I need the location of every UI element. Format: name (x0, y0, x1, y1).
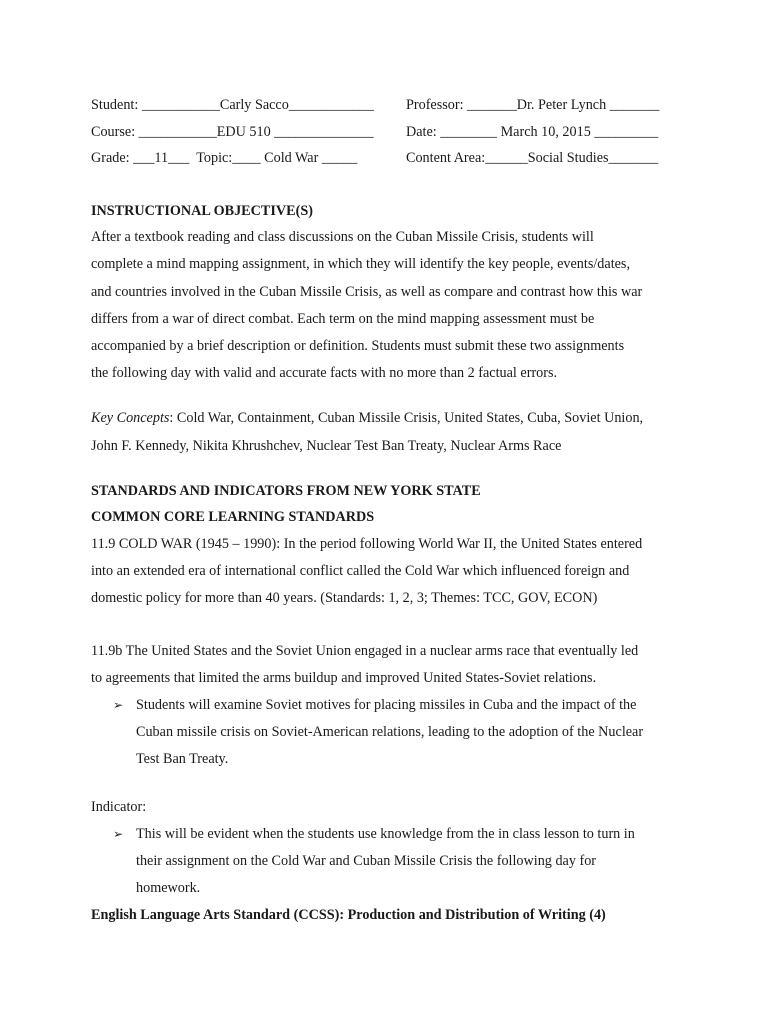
course-field: Course: ___________EDU 510 ______________ (91, 123, 374, 140)
key-concepts-text: : Cold War, Containment, Cuban Missile Crisis, United States, Cuba, Soviet Union, (169, 410, 644, 427)
bullet-line: Cuban missile crisis on Soviet-American relations, leading to the adoption of the Nuclear (136, 724, 644, 741)
indicator-bullet (91, 821, 678, 903)
objective-line: and countries involved in the Cuban Missile Crisis, as well as compare and contrast how this war (91, 283, 643, 300)
indicator-label: Indicator: (91, 798, 147, 815)
bullet-line: Students will examine Soviet motives for placing missiles in Cuba and the impact of the (136, 697, 637, 714)
standard-line: to agreements that limited the arms buildup and improved United States-Soviet relations. (91, 669, 597, 686)
standard-bullet (91, 692, 678, 774)
student-field: Student: ___________Carly Sacco____________ (91, 97, 374, 113)
standards-subheading: COMMON CORE LEARNING STANDARDS (91, 509, 375, 526)
objective-paragraph (91, 224, 678, 387)
objective-line: differs from a war of direct combat. Each term on the mind mapping assessment must be (91, 310, 595, 327)
standard-line: domestic policy for more than 40 years. (Standards: 1, 2, 3; Themes: TCC, GOV, ECON) (91, 590, 598, 607)
bullet-line: their assignment on the Cold War and Cuban Missile Crisis the following day for (136, 852, 597, 869)
bullet-line: Test Ban Treaty. (136, 751, 229, 768)
arrow-bullet-icon: ➢ (113, 698, 124, 713)
objective-line: the following day with valid and accurate facts with no more than 2 factual errors. (91, 365, 558, 382)
grade-topic-field: Grade: ___11___ Topic:____ Cold War _____ (91, 150, 358, 166)
student-info-header (91, 92, 678, 172)
arrow-bullet-icon: ➢ (113, 826, 124, 841)
standard-line: 11.9 COLD WAR (1945 – 1990): In the period following World War II, the United States entered (91, 536, 643, 553)
date-field: Date: ________ March 10, 2015 _________ (406, 123, 659, 140)
objective-heading: INSTRUCTIONAL OBJECTIVE(S) (91, 202, 313, 219)
objective-line: After a textbook reading and class discussions on the Cuban Missile Crisis, students will (91, 229, 594, 246)
key-concepts (91, 405, 678, 459)
objective-line: complete a mind mapping assignment, in which they will identify the key people, events/dates, (91, 256, 631, 273)
cold-war-standard (91, 531, 678, 613)
standard-line: 11.9b The United States and the Soviet Union engaged in a nuclear arms race that eventually led (91, 642, 639, 659)
key-concepts-label: Key Concepts (91, 410, 170, 427)
bullet-line: This will be evident when the students use knowledge from the in class lesson to turn in (136, 825, 635, 842)
objective-line: accompanied by a brief description or definition. Students must submit these two assignments (91, 337, 625, 354)
standard-line: into an extended era of international conflict called the Cold War which influenced foreign and (91, 563, 630, 580)
professor-field: Professor: _______Dr. Peter Lynch _______ (406, 97, 660, 113)
standards-heading: STANDARDS AND INDICATORS FROM NEW YORK STATE (91, 482, 481, 499)
bullet-line: homework. (136, 880, 201, 897)
key-concepts-text: John F. Kennedy, Nikita Khrushchev, Nuclear Test Ban Treaty, Nuclear Arms Race (91, 437, 562, 454)
content-area-field: Content Area:______Social Studies_______ (406, 150, 659, 166)
ela-standard-heading: English Language Arts Standard (CCSS): Production and Distribution of Writing (4) (91, 907, 606, 924)
standard-11-9b (91, 638, 678, 692)
